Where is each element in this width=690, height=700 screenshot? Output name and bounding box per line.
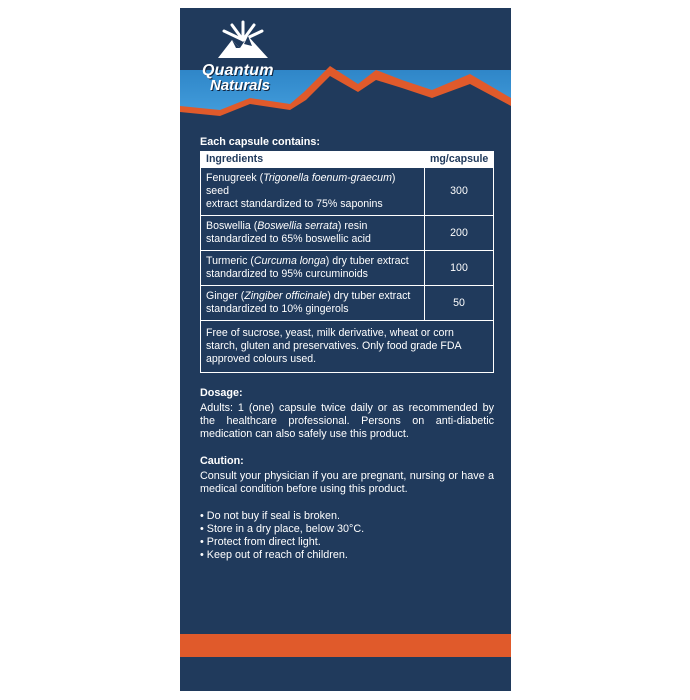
product-label-panel — [180, 8, 511, 691]
table-row-note — [201, 321, 494, 373]
ingredient-latin-name: Trigonella foenum-graecum — [263, 172, 392, 184]
ingredient-name: Fenugreek — [206, 172, 257, 184]
ingredient-cell: Ginger (Zingiber officinale) dry tuber extract standardized to 10% gingerols — [201, 286, 425, 321]
list-item: • Protect from direct light. — [200, 536, 321, 548]
ingredient-standardization: standardized to 95% curcuminoids — [206, 268, 368, 280]
ingredient-standardization: extract standardized to 75% saponins — [206, 198, 383, 210]
ingredient-cell: Boswellia (Boswellia serrata) resin standardized to 65% boswellic acid — [201, 216, 425, 251]
brand-logo — [192, 18, 302, 98]
caution-text: Consult your physician if you are pregnant, nursing or have a medical condition before using this product. — [200, 470, 494, 495]
ingredient-cell: Turmeric (Curcuma longa) dry tuber extract standardized to 95% curcuminoids — [201, 251, 425, 286]
ingredient-part: ) dry tuber extract — [327, 290, 411, 302]
amount-column-header: mg/capsule — [425, 152, 494, 168]
ingredient-cell: Fenugreek (Trigonella foenum-graecum) seed extract standardized to 75% saponins — [201, 168, 425, 216]
brand-name-line1: Quantum — [202, 62, 274, 79]
label-content — [200, 136, 494, 562]
ingredient-standardization: standardized to 10% gingerols — [206, 303, 349, 315]
ingredient-part: ) dry tuber extract — [325, 255, 409, 267]
list-item: • Do not buy if seal is broken. — [200, 510, 341, 522]
composition-heading: Each capsule contains: — [200, 136, 321, 148]
dosage-section — [200, 387, 494, 441]
table-row — [201, 286, 494, 321]
dosage-heading: Dosage: — [200, 387, 243, 399]
ingredient-part: ) seed — [206, 172, 396, 197]
ingredients-table — [200, 151, 494, 373]
amount-cell: 50 — [425, 286, 494, 321]
ingredient-latin-name: Zingiber officinale — [244, 290, 328, 302]
list-item: • Keep out of reach of children. — [200, 549, 348, 561]
ingredient-latin-name: Curcuma longa — [253, 255, 326, 267]
warnings-list — [200, 510, 494, 562]
caution-section — [200, 455, 494, 496]
mountain-sun-icon — [212, 18, 274, 64]
caution-heading: Caution: — [200, 455, 244, 467]
brand-name-line2: Naturals — [210, 77, 271, 94]
free-from-note: Free of sucrose, yeast, milk derivative, wheat or corn starch, gluten and preservatives. Only food grade FDA approved colours used. — [201, 321, 494, 373]
ingredient-name: Boswellia — [206, 220, 251, 232]
ingredient-name: Turmeric — [206, 255, 248, 267]
ingredient-part: ) resin — [337, 220, 368, 232]
ingredient-name: Ginger — [206, 290, 238, 302]
dosage-text: Adults: 1 (one) capsule twice daily or as recommended by the healthcare professional. Persons on anti-diabetic medication can also safely use this product. — [200, 402, 494, 440]
ingredient-standardization: standardized to 65% boswellic acid — [206, 233, 371, 245]
table-row — [201, 251, 494, 286]
ingredients-column-header: Ingredients — [201, 152, 425, 168]
table-row — [201, 168, 494, 216]
ingredient-latin-name: Boswellia serrata — [257, 220, 338, 232]
table-header-row — [201, 152, 494, 168]
amount-cell: 300 — [425, 168, 494, 216]
table-row — [201, 216, 494, 251]
accent-stripe — [180, 634, 511, 657]
amount-cell: 200 — [425, 216, 494, 251]
amount-cell: 100 — [425, 251, 494, 286]
list-item: • Store in a dry place, below 30°C. — [200, 523, 365, 535]
